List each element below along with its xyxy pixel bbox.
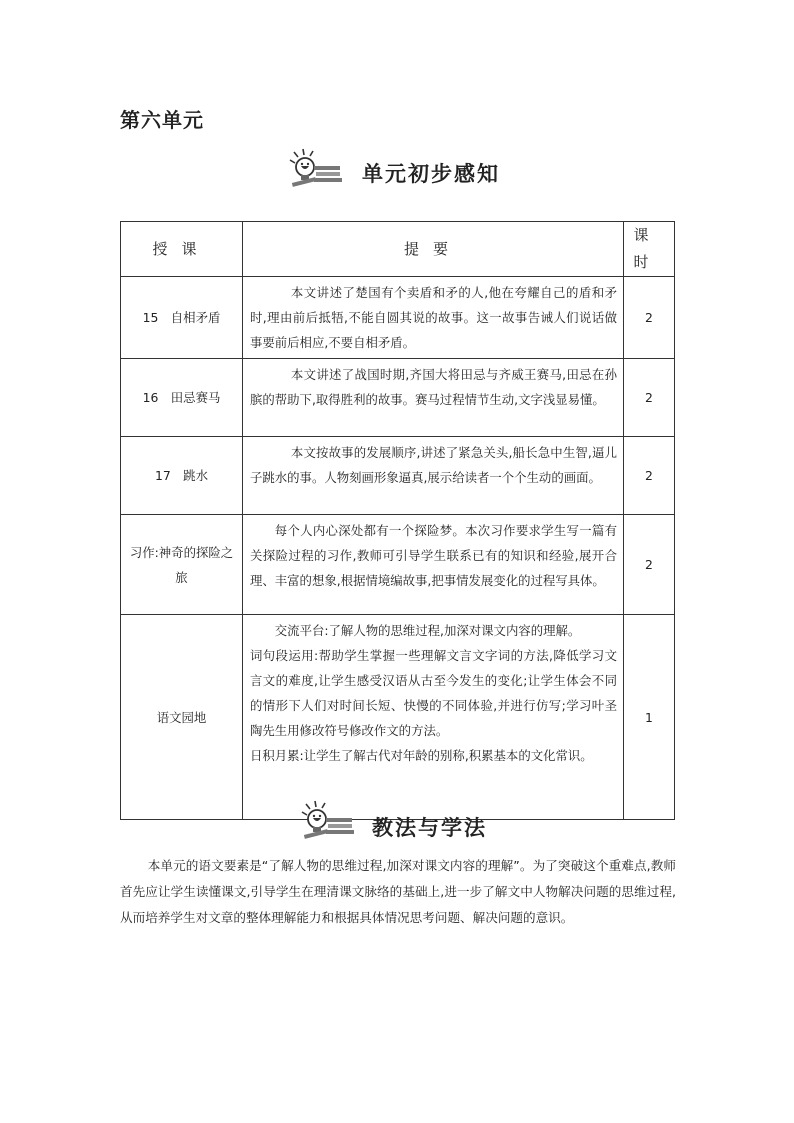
table-header-row <box>121 222 675 277</box>
summary-text: 日积月累:让学生了解古代对年龄的别称,积累基本的文化常识。 <box>250 748 593 763</box>
summary-text: 每个人内心深处都有一个探险梦。本次习作要求学生写一篇有关探险过程的习作,教师可引导学生联系已有的知识和经验,展开合理、丰富的想象,根据情境编故事,把事情发展变化的过程写具体。 <box>250 523 617 588</box>
section-title: 单元初步感知 <box>362 161 500 186</box>
section-heading-method <box>0 798 794 844</box>
summary-text: 本文按故事的发展顺序,讲述了紧急关头,船长急中生智,逼儿子跳水的事。人物刻画形象逼真,展示给读者一个个生动的画面。 <box>250 445 617 485</box>
section-title: 教法与学法 <box>372 815 487 840</box>
table-row <box>121 515 675 615</box>
table-row <box>121 359 675 437</box>
summary-text: 本文讲述了楚国有个卖盾和矛的人,他在夸耀自己的盾和矛时,理由前后抵牾,不能自圆其说的故事。这一故事告诫人们说话做事要前后相应,不要自相矛盾。 <box>250 285 617 350</box>
lesson-hours: 2 <box>624 515 675 615</box>
lesson-name: 17 跳水 <box>121 437 243 515</box>
summary-text: 本文讲述了战国时期,齐国大将田忌与齐威王赛马,田忌在孙膑的帮助下,取得胜利的故事。赛马过程情节生动,文字浅显易懂。 <box>250 367 617 407</box>
lesson-hours: 2 <box>624 277 675 359</box>
lesson-summary <box>243 515 624 615</box>
lesson-name: 15 自相矛盾 <box>121 277 243 359</box>
lesson-name: 语文园地 <box>121 615 243 820</box>
lesson-hours: 2 <box>624 359 675 437</box>
lesson-summary <box>243 437 624 515</box>
lightbulb-books-icon <box>284 146 346 192</box>
header-hours: 课时 <box>624 222 675 277</box>
header-lesson: 授课 <box>121 222 243 277</box>
table-row <box>121 277 675 359</box>
lightbulb-books-icon <box>296 798 358 844</box>
section-heading-perception <box>0 146 794 192</box>
lesson-hours: 1 <box>624 615 675 820</box>
summary-text: 交流平台:了解人物的思维过程,加深对课文内容的理解。 <box>274 623 581 638</box>
lesson-hours: 2 <box>624 437 675 515</box>
lesson-summary <box>243 277 624 359</box>
lesson-name: 16 田忌赛马 <box>121 359 243 437</box>
method-paragraph: 本单元的语文要素是“了解人物的思维过程,加深对课文内容的理解”。为了突破这个重难点,教师首先应让学生读懂课文,引导学生在理清课文脉络的基础上,进一步了解文中人物解决问题的思维过程,从而培养学生对文章的整体理解能力和根据具体情况思考问题、解决问题的意识。 <box>120 858 676 925</box>
lesson-summary <box>243 615 624 820</box>
lesson-table <box>120 221 675 820</box>
unit-title: 第六单元 <box>120 108 204 132</box>
lesson-name: 习作:神奇的探险之旅 <box>121 515 243 615</box>
lesson-summary <box>243 359 624 437</box>
table-row <box>121 615 675 820</box>
summary-text: 词句段运用:帮助学生掌握一些理解文言文字词的方法,降低学习文言文的难度,让学生感受汉语从古至今发生的变化;让学生体会不同的情形下人们对时间长短、快慢的不同体验,并进行仿写;学习叶圣陶先生用修改符号修改作文的方法。 <box>250 648 617 738</box>
header-summary: 提要 <box>243 222 624 277</box>
table-row <box>121 437 675 515</box>
